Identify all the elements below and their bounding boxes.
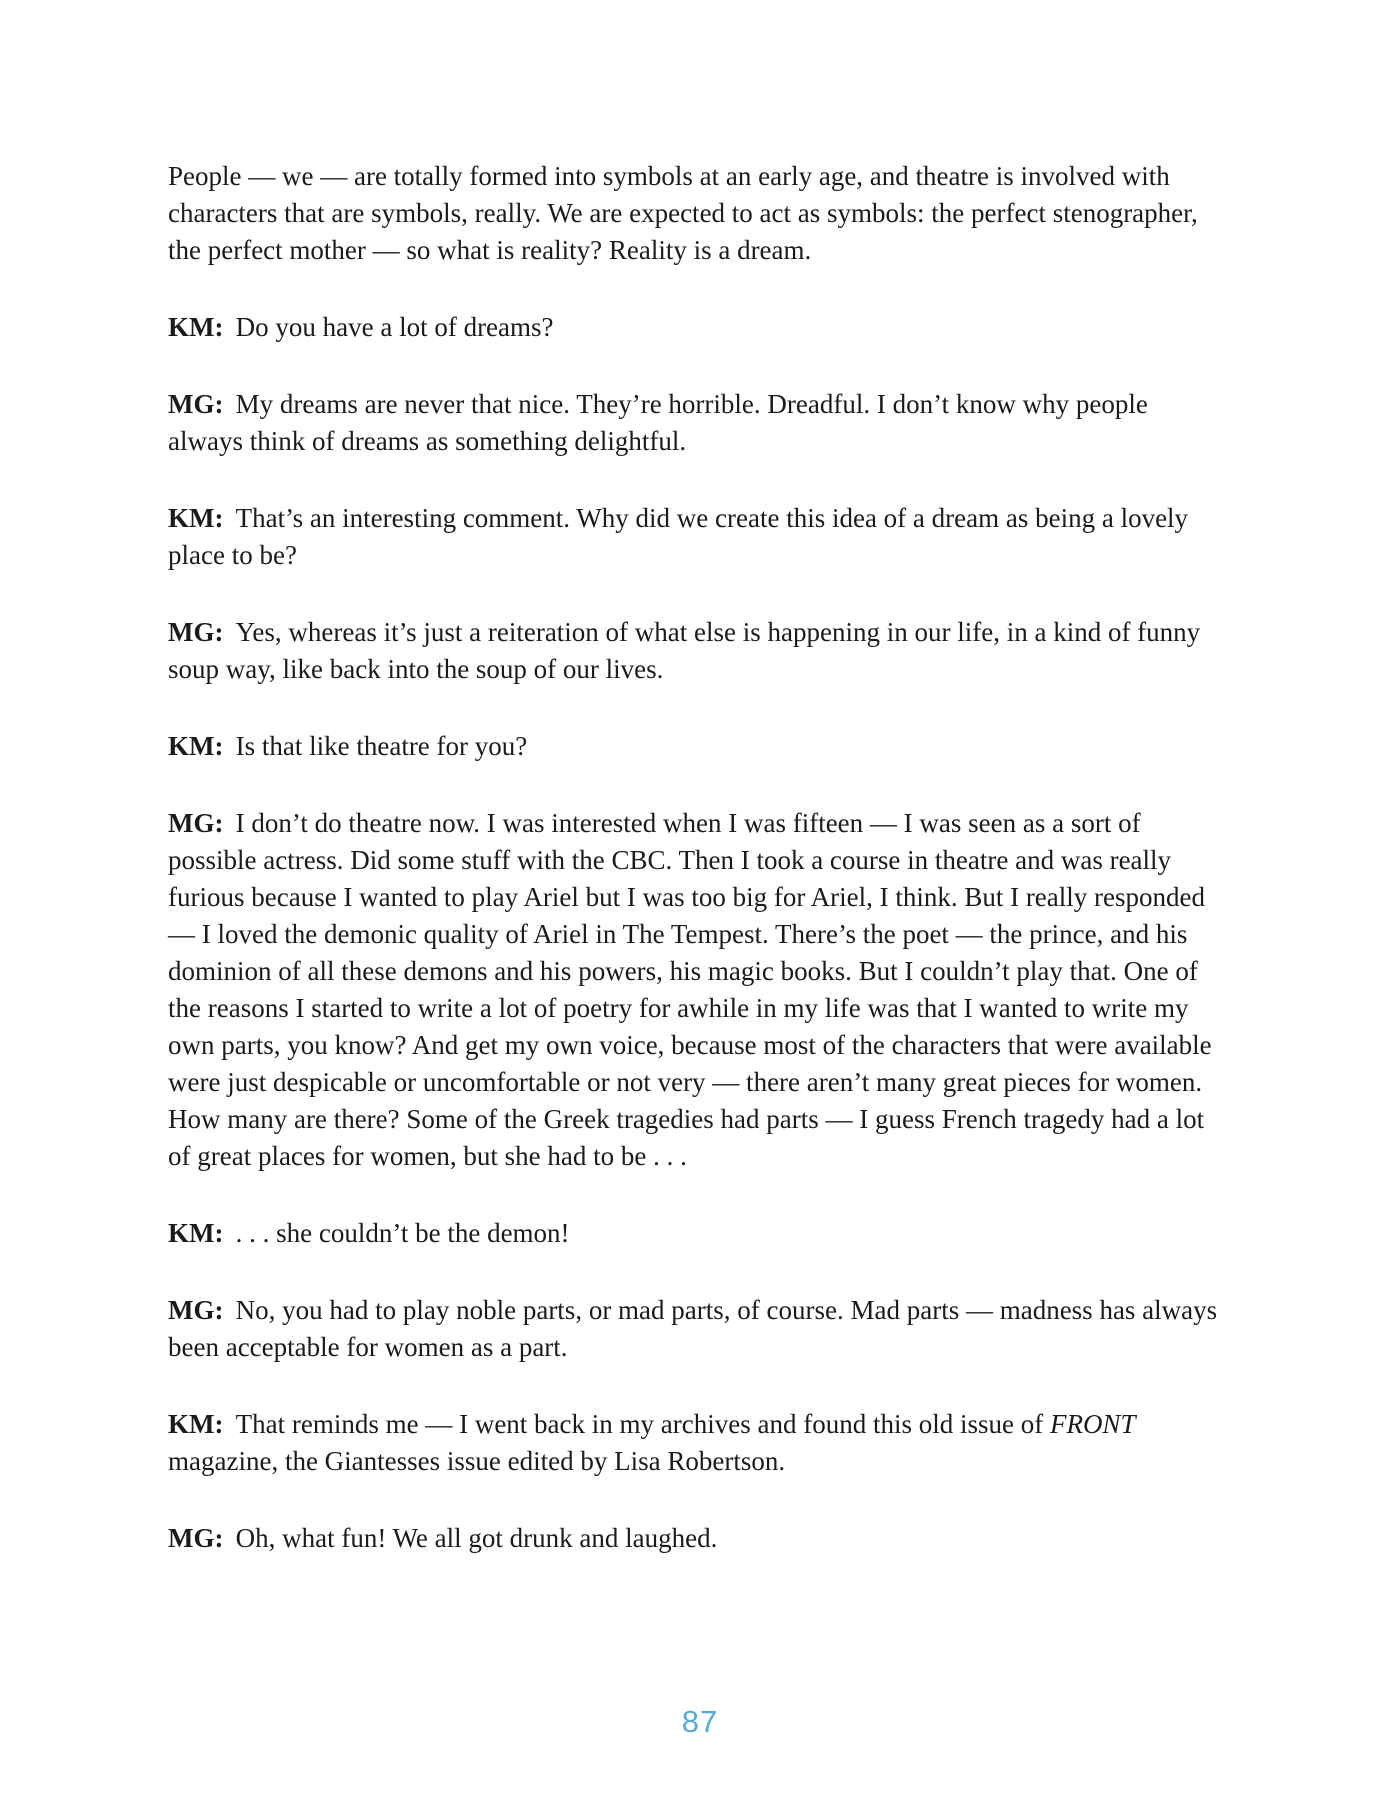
transcript-paragraph-7 xyxy=(168,805,1224,1175)
transcript-paragraph-11 xyxy=(168,1520,1224,1557)
transcript-paragraph-2 xyxy=(168,309,1224,346)
transcript-paragraph-9 xyxy=(168,1292,1224,1366)
dialogue-text: People — we — are totally formed into symbols at an early age, and theatre is involved with characters that are symbols, really. We are expected to act as symbols: the perfect stenographer, the perfect mother — so what is reality? Reality is a dream. xyxy=(168,161,1198,265)
speaker-label: KM: xyxy=(168,1409,224,1439)
speaker-label: KM: xyxy=(168,731,224,761)
italic-title-text: FRONT xyxy=(1049,1409,1136,1439)
dialogue-text: Oh, what fun! We all got drunk and laughed. xyxy=(235,1523,718,1553)
speaker-label: MG: xyxy=(168,808,224,838)
speaker-label: MG: xyxy=(168,389,224,419)
dialogue-text: That’s an interesting comment. Why did we create this idea of a dream as being a lovely place to be? xyxy=(168,503,1189,570)
transcript-paragraph-8 xyxy=(168,1215,1224,1252)
transcript-paragraph-4 xyxy=(168,500,1224,574)
speaker-label: KM: xyxy=(168,312,224,342)
speaker-label: KM: xyxy=(168,503,224,533)
dialogue-text: magazine, the Giantesses issue edited by Lisa Robertson. xyxy=(168,1446,786,1476)
transcript-paragraph-1 xyxy=(168,158,1224,269)
interview-transcript xyxy=(168,158,1224,1557)
speaker-label: KM: xyxy=(168,1218,224,1248)
transcript-paragraph-5 xyxy=(168,614,1224,688)
page-footer xyxy=(0,1702,1400,1742)
dialogue-text: Do you have a lot of dreams? xyxy=(235,312,554,342)
transcript-paragraph-6 xyxy=(168,728,1224,765)
speaker-label: MG: xyxy=(168,1523,224,1553)
dialogue-text: Yes, whereas it’s just a reiteration of what else is happening in our life, in a kind of funny soup way, like back into the soup of our lives. xyxy=(168,617,1201,684)
page-number: 87 xyxy=(681,1704,719,1739)
transcript-paragraph-10 xyxy=(168,1406,1224,1480)
dialogue-text: Is that like theatre for you? xyxy=(235,731,528,761)
dialogue-text: My dreams are never that nice. They’re horrible. Dreadful. I don’t know why people always think of dreams as something delightful. xyxy=(168,389,1148,456)
speaker-label: MG: xyxy=(168,1295,224,1325)
speaker-label: MG: xyxy=(168,617,224,647)
dialogue-text: I don’t do theatre now. I was interested when I was fifteen — I was seen as a sort of possible actress. Did some stuff with the CBC. Then I took a course in theatre and was really furious because I wanted to play Ariel but I was too big for Ariel, I think. But I really responded — I loved the demonic quality of Ariel in The Tempest. There’s the poet — the prince, and his dominion of all these demons and his powers, his magic books. But I couldn’t play that. One of the reasons I started to write a lot of poetry for awhile in my life was that I wanted to write my own parts, you know? And get my own voice, because most of the characters that were available were just despicable or uncomfortable or not very — there aren’t many great pieces for women. How many are there? Some of the Greek tragedies had parts — I guess French tragedy had a lot of great places for women, but she had to be . . . xyxy=(168,808,1212,1171)
dialogue-text: . . . she couldn’t be the demon! xyxy=(235,1218,570,1248)
dialogue-text: No, you had to play noble parts, or mad parts, of course. Mad parts — madness has always been acceptable for women as a part. xyxy=(168,1295,1218,1362)
transcript-paragraph-3 xyxy=(168,386,1224,460)
dialogue-text: That reminds me — I went back in my archives and found this old issue of xyxy=(235,1409,1050,1439)
